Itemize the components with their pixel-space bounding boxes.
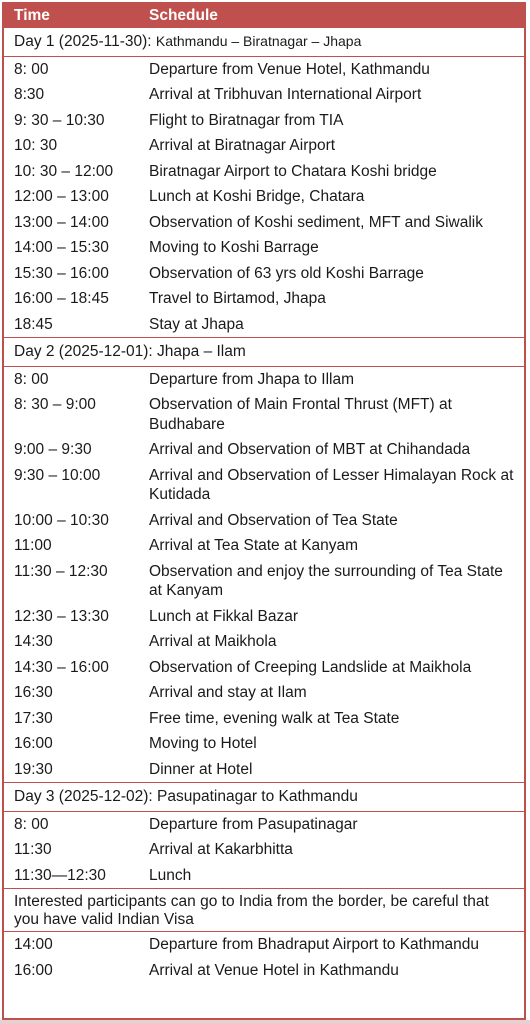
table-row <box>4 463 524 508</box>
time-cell: 11:00 <box>14 537 52 554</box>
table-header-row <box>4 4 524 28</box>
activity-cell: Lunch at Fikkal Bazar <box>149 607 299 625</box>
activity-cell: Observation of 63 yrs old Koshi Barrage <box>149 264 424 282</box>
table-row <box>4 533 524 559</box>
time-column-header: Time <box>4 4 137 28</box>
table-row <box>4 133 524 159</box>
table-row <box>4 159 524 185</box>
activity-cell: Departure from Jhapa to Illam <box>149 370 355 388</box>
activity-cell: Arrival at Kakarbhitta <box>149 841 293 858</box>
time-cell: 16:30 <box>14 684 53 701</box>
activity-cell: Dinner at Hotel <box>149 760 253 778</box>
table-row <box>4 837 524 863</box>
activity-cell: Observation of Koshi sediment, MFT and Siwalik <box>149 213 483 231</box>
day-route: Pasupatinagar to Kathmandu <box>157 788 358 805</box>
activity-cell: Flight to Biratnagar from TIA <box>149 111 344 129</box>
table-row <box>4 56 524 82</box>
table-row <box>4 261 524 287</box>
time-cell: 10: 30 – 12:00 <box>14 162 114 180</box>
activity-cell: Moving to Hotel <box>149 735 257 752</box>
activity-cell: Arrival at Venue Hotel in Kathmandu <box>149 961 399 979</box>
time-cell: 8: 00 <box>14 60 49 78</box>
time-cell: 14:30 <box>14 633 53 650</box>
activity-cell: Departure from Venue Hotel, Kathmandu <box>149 60 430 78</box>
time-cell: 15:30 – 16:00 <box>14 264 109 282</box>
day-route: Jhapa – Ilam <box>157 343 246 360</box>
activity-cell: Arrival and Observation of Lesser Himalayan Rock at Kutidada <box>149 466 514 503</box>
time-cell: 10: 30 <box>14 137 58 154</box>
table-row <box>4 312 524 338</box>
table-row <box>4 286 524 312</box>
day-header <box>4 783 524 812</box>
activity-cell: Arrival at Maikhola <box>149 633 277 650</box>
schedule-table <box>4 4 524 983</box>
time-cell: 11:30 <box>14 841 52 858</box>
time-cell: 11:30 – 12:30 <box>14 562 108 580</box>
table-row <box>4 757 524 783</box>
note-row <box>4 889 524 932</box>
activity-cell: Arrival and Observation of Tea State <box>149 511 398 529</box>
table-row <box>4 731 524 757</box>
table-row <box>4 932 524 958</box>
table-row <box>4 680 524 706</box>
page-bottom-decoration <box>0 1020 530 1024</box>
activity-cell: Arrival at Tribhuvan International Airport <box>149 86 422 103</box>
activity-cell: Arrival at Biratnagar Airport <box>149 137 336 154</box>
time-cell: 17:30 <box>14 709 53 727</box>
table-row <box>4 235 524 261</box>
schedule-body <box>4 28 524 984</box>
time-cell: 14:00 <box>14 936 53 953</box>
schedule-frame <box>2 2 526 1020</box>
table-row <box>4 210 524 236</box>
time-cell: 8: 00 <box>14 815 49 833</box>
activity-cell: Observation and enjoy the surrounding of Tea State at Kanyam <box>149 562 503 599</box>
time-cell: 12:00 – 13:00 <box>14 188 109 205</box>
time-cell: 8: 30 – 9:00 <box>14 396 96 413</box>
time-cell: 9:30 – 10:00 <box>14 466 101 484</box>
time-cell: 8:30 <box>14 86 45 103</box>
activity-cell: Lunch at Koshi Bridge, Chatara <box>149 188 365 205</box>
table-row <box>4 655 524 681</box>
schedule-column-header: Schedule <box>137 4 524 28</box>
visa-note: Interested participants can go to India from the border, be careful that you have valid Indian Visa <box>4 889 524 932</box>
time-cell: 18:45 <box>14 315 53 333</box>
time-cell: 9: 30 – 10:30 <box>14 111 105 129</box>
activity-cell: Arrival at Tea State at Kanyam <box>149 537 359 554</box>
time-cell: 10:00 – 10:30 <box>14 511 109 529</box>
time-cell: 14:30 – 16:00 <box>14 658 109 676</box>
table-row <box>4 958 524 984</box>
table-row <box>4 366 524 392</box>
table-row <box>4 811 524 837</box>
day-label: Day 2 (2025-12-01): <box>14 343 158 360</box>
activity-cell: Travel to Birtamod, Jhapa <box>149 290 326 307</box>
table-row <box>4 184 524 210</box>
activity-cell: Moving to Koshi Barrage <box>149 239 319 256</box>
activity-cell: Stay at Jhapa <box>149 315 244 333</box>
time-cell: 16:00 <box>14 961 53 979</box>
table-row <box>4 604 524 630</box>
activity-cell: Arrival and Observation of MBT at Chihandada <box>149 441 471 458</box>
day-header-row <box>4 783 524 812</box>
time-cell: 8: 00 <box>14 370 49 388</box>
activity-cell: Lunch <box>149 866 192 884</box>
table-row <box>4 559 524 604</box>
table-row <box>4 863 524 889</box>
table-row <box>4 508 524 534</box>
time-cell: 9:00 – 9:30 <box>14 441 92 458</box>
activity-cell: Departure from Pasupatinagar <box>149 815 358 833</box>
table-row <box>4 108 524 134</box>
day-header-row <box>4 338 524 367</box>
table-row <box>4 629 524 655</box>
activity-cell: Departure from Bhadraput Airport to Kathmandu <box>149 936 479 953</box>
table-row <box>4 706 524 732</box>
day-header <box>4 28 524 57</box>
time-cell: 16:00 <box>14 735 53 752</box>
activity-cell: Arrival and stay at Ilam <box>149 684 307 701</box>
table-row <box>4 82 524 108</box>
table-row <box>4 392 524 437</box>
day-label: Day 1 (2025-11-30): <box>14 33 156 50</box>
time-cell: 11:30—12:30 <box>14 866 106 884</box>
time-cell: 16:00 – 18:45 <box>14 290 109 307</box>
time-cell: 13:00 – 14:00 <box>14 213 109 231</box>
activity-cell: Observation of Creeping Landslide at Maikhola <box>149 658 472 676</box>
day-label: Day 3 (2025-12-02): <box>14 788 158 805</box>
activity-cell: Free time, evening walk at Tea State <box>149 709 400 727</box>
time-cell: 12:30 – 13:30 <box>14 607 109 625</box>
day-route: Kathmandu – Biratnagar – Jhapa <box>155 33 362 49</box>
day-header-row <box>4 28 524 57</box>
activity-cell: Biratnagar Airport to Chatara Koshi bridge <box>149 162 437 180</box>
time-cell: 14:00 – 15:30 <box>14 239 109 256</box>
activity-cell: Observation of Main Frontal Thrust (MFT) at Budhabare <box>149 396 452 433</box>
time-cell: 19:30 <box>14 760 53 778</box>
day-header <box>4 338 524 367</box>
table-row <box>4 437 524 463</box>
